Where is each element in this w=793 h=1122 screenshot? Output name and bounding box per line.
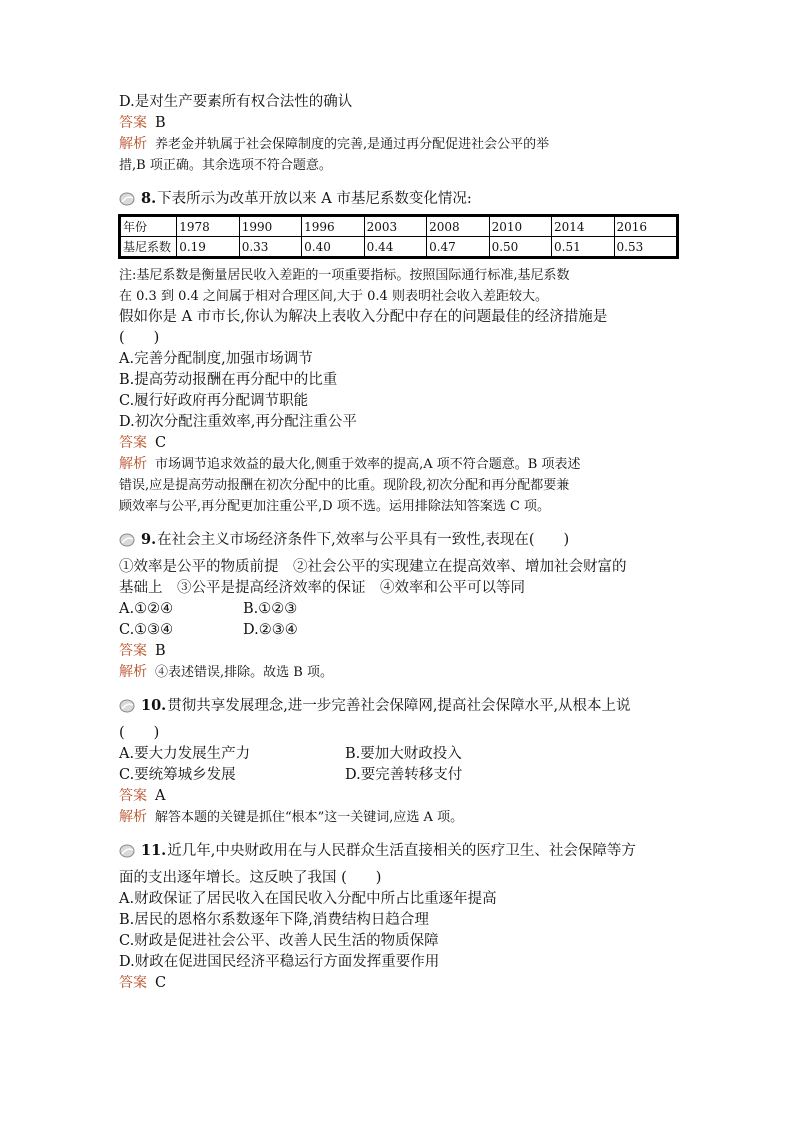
question-marker-icon xyxy=(119,192,139,206)
table-cell: 0.51 xyxy=(552,237,614,258)
q10-header xyxy=(119,695,679,717)
q10-explanation: 解析 解答本题的关键是抓住“根本”这一关键词,应选 A 项。 xyxy=(119,809,464,825)
table-cell: 0.47 xyxy=(427,237,489,258)
question-stem: 近几年,中央财政用在与人民群众生活直接相关的医疗卫生、社会保障等方 xyxy=(167,843,636,859)
answer-value: C xyxy=(155,435,167,451)
q10-options-row2 xyxy=(119,765,679,786)
table-cell: 0.19 xyxy=(177,237,239,258)
explain-label: 解析 xyxy=(119,456,147,472)
answer-value: C xyxy=(155,975,167,991)
question-marker-icon xyxy=(119,699,139,713)
explain-label: 解析 xyxy=(119,136,147,152)
table-cell: 1996 xyxy=(302,216,364,237)
q8-option-c: C.履行好政府再分配调节职能 xyxy=(119,393,309,409)
table-cell: 2016 xyxy=(614,216,678,237)
table-cell: 2003 xyxy=(364,216,426,237)
q9-options-row2 xyxy=(119,620,679,641)
table-cell: 0.40 xyxy=(302,237,364,258)
q10-option-b: B.要加大财政投入 xyxy=(345,746,462,762)
question-number: 9. xyxy=(141,531,157,548)
table-row-gini xyxy=(120,237,678,258)
q8-paren: ( ) xyxy=(119,330,160,346)
q9-option-b: B.①②③ xyxy=(243,601,298,617)
q8-explanation: 解析 市场调节追求效益的最大化,侧重于效率的提高,A 项不符合题意。B 项表述 xyxy=(119,456,581,472)
table-cell: 1990 xyxy=(239,216,301,237)
table-cell: 0.50 xyxy=(489,237,551,258)
q11-answer xyxy=(119,973,679,994)
q7-answer xyxy=(119,113,679,134)
question-stem: 贯彻共享发展理念,进一步完善社会保障网,提高社会保障水平,从根本上说 xyxy=(167,698,631,714)
table-row-year xyxy=(120,216,678,237)
answer-label: 答案 xyxy=(119,435,147,451)
q11-header xyxy=(119,840,679,862)
q11-option-c: C.财政是促进社会公平、改善人民生活的物质保障 xyxy=(119,933,439,949)
explain-label: 解析 xyxy=(119,664,147,680)
q8-header xyxy=(119,188,679,210)
q9-option-c: C.①③④ xyxy=(119,622,174,638)
table-cell: 0.53 xyxy=(614,237,678,258)
answer-value: B xyxy=(155,115,166,131)
q8-explanation-cont: 顾效率与公平,再分配更加注重公平,D 项不选。运用排除法知答案选 C 项。 xyxy=(119,499,551,514)
explain-label: 解析 xyxy=(119,809,147,825)
answer-label: 答案 xyxy=(119,115,147,131)
q8-option-b: B.提高劳动报酬在再分配中的比重 xyxy=(119,372,338,388)
q8-explanation-cont: 错误,应是提高劳动报酬在初次分配中的比重。现阶段,初次分配和再分配都要兼 xyxy=(119,478,570,493)
q10-answer xyxy=(119,786,679,807)
q8-note-cont: 在 0.3 到 0.4 之间属于相对合理区间,大于 0.4 则表明社会收入差距较大。 xyxy=(119,289,548,304)
document-page xyxy=(119,92,679,994)
q9-option-a: A.①②④ xyxy=(119,601,174,617)
answer-value: B xyxy=(155,643,166,659)
q10-options-row1 xyxy=(119,744,679,765)
q9-options-row1 xyxy=(119,599,679,620)
table-cell: 年份 xyxy=(120,216,177,237)
q7-explanation: 解析 养老金并轨属于社会保障制度的完善,是通过再分配促进社会公平的举 xyxy=(119,136,550,152)
gini-table xyxy=(118,214,679,259)
q8-answer xyxy=(119,433,679,454)
q8-option-a: A.完善分配制度,加强市场调节 xyxy=(119,351,313,367)
q9-header xyxy=(119,529,679,551)
question-stem: 在社会主义市场经济条件下,效率与公平具有一致性,表现在( ) xyxy=(157,532,570,548)
q9-statements: ①效率是公平的物质前提 ②社会公平的实现建立在提高效率、增加社会财富的 xyxy=(119,559,627,575)
q10-paren: ( ) xyxy=(119,725,160,741)
q8-option-d: D.初次分配注重效率,再分配注重公平 xyxy=(119,414,357,430)
q8-question: 假如你是 A 市市长,你认为解决上表收入分配中存在的问题最佳的经济措施是 xyxy=(119,309,608,325)
q9-answer xyxy=(119,641,679,662)
q9-statements-cont: 基础上 ③公平是提高经济效率的保证 ④效率和公平可以等同 xyxy=(119,580,525,596)
question-number: 10. xyxy=(141,697,167,714)
table-cell: 基尼系数 xyxy=(120,237,177,258)
question-number: 8. xyxy=(141,190,157,207)
table-cell: 2010 xyxy=(489,216,551,237)
q11-option-d: D.财政在促进国民经济平稳运行方面发挥重要作用 xyxy=(119,954,440,970)
question-number: 11. xyxy=(141,842,167,859)
table-cell: 0.33 xyxy=(239,237,301,258)
answer-label: 答案 xyxy=(119,975,147,991)
q7-option-d: D.是对生产要素所有权合法性的确认 xyxy=(119,94,353,110)
question-marker-icon xyxy=(119,533,139,547)
question-stem: 下表所示为改革开放以来 A 市基尼系数变化情况: xyxy=(157,191,472,207)
table-cell: 2014 xyxy=(552,216,614,237)
table-cell: 0.44 xyxy=(364,237,426,258)
q11-option-a: A.财政保证了居民收入在国民收入分配中所占比重逐年提高 xyxy=(119,891,497,907)
q8-note: 注:基尼系数是衡量居民收入差距的一项重要指标。按照国际通行标准,基尼系数 xyxy=(119,268,570,283)
question-marker-icon xyxy=(119,844,139,858)
q9-option-d: D.②③④ xyxy=(243,622,298,638)
q10-option-a: A.要大力发展生产力 xyxy=(119,746,251,762)
table-cell: 1978 xyxy=(177,216,239,237)
table-cell: 2008 xyxy=(427,216,489,237)
q10-option-c: C.要统筹城乡发展 xyxy=(119,767,236,783)
q9-explanation: 解析 ④表述错误,排除。故选 B 项。 xyxy=(119,664,333,680)
q7-explanation-cont: 措,B 项正确。其余选项不符合题意。 xyxy=(119,158,332,173)
answer-label: 答案 xyxy=(119,643,147,659)
q11-stem-cont: 面的支出逐年增长。这反映了我国 ( ) xyxy=(119,870,382,886)
answer-label: 答案 xyxy=(119,788,147,804)
q10-option-d: D.要完善转移支付 xyxy=(345,767,463,783)
q11-option-b: B.居民的恩格尔系数逐年下降,消费结构日趋合理 xyxy=(119,912,429,928)
answer-value: A xyxy=(155,788,166,804)
